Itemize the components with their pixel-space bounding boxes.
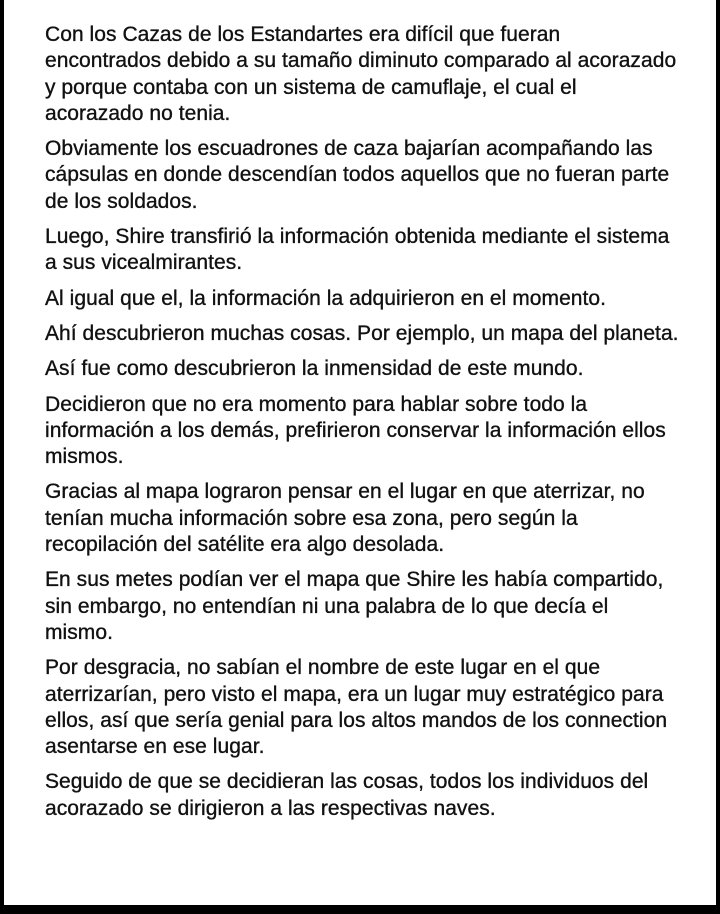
paragraph-10: Por desgracia, no sabían el nombre de este lugar en el que aterrizarían, pero visto el mapa, era un lugar muy estratégico para ellos, así que sería genial para los altos mandos de los connection asentarse en ese lugar. [45,656,668,759]
paragraph-5: Ahí descubrieron muchas cosas. Por ejemplo, un mapa del planeta. [45,321,679,345]
document-page [4,0,716,905]
paragraph-7: Decidieron que no era momento para hablar sobre todo la información a los demás, prefirieron conservar la información ellos mismos. [45,392,666,469]
paragraph-9: En sus metes podían ver el mapa que Shire les había compartido, sin embargo, no entendían ni una palabra de lo que decía el mismo. [45,568,664,644]
paragraph-6: Así fue como descubrieron la inmensidad de este mundo. [45,357,584,381]
paragraph-1: Con los Cazas de los Estandartes era difícil que fueran encontrados debido a su tamaño diminuto comparado al acorazado y porque contaba con un sistema de camuflaje, el cual el acorazado no tenia. [45,23,677,125]
paragraph-4: Al igual que el, la información la adquirieron en el momento. [45,286,607,310]
paragraph-3: Luego, Shire transfirió la información obtenida mediante el sistema a sus vicealmirantes. [45,225,670,275]
paragraph-2: Obviamente los escuadrones de caza bajarían acompañando las cápsulas en donde descendían todos aquellos que no fueran parte de los soldados. [45,137,670,213]
paragraph-8: Gracias al mapa lograron pensar en el lugar en que aterrizar, no tenían mucha información sobre esa zona, pero según la recopilación del satélite era algo desolada. [45,480,645,557]
paragraph-11: Seguido de que se decidieran las cosas, todos los individuos del acorazado se dirigieron a las respectivas naves. [45,770,649,820]
